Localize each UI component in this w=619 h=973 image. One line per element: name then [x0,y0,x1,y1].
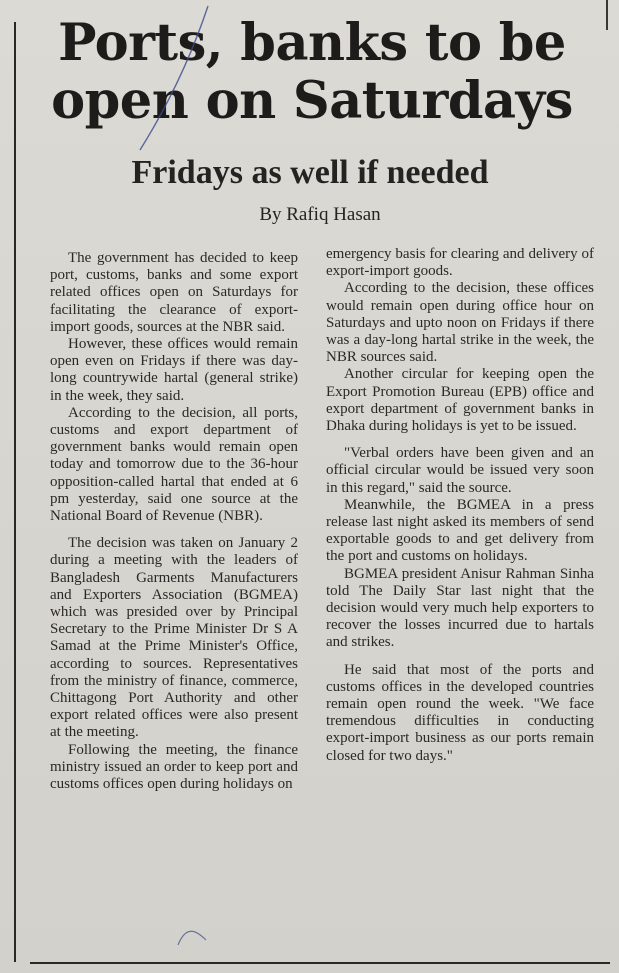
paragraph: BGMEA president Anisur Rahman Sinha told The Daily Star last night that the decision would very much help exporters to recover the losses incurred due to hartals and strikes. [326,565,594,651]
paragraph: Another circular for keeping open the Export Promotion Bureau (EPB) office and export department of government banks in Dhaka during holidays is yet to be issued. [326,366,594,435]
article-column-left [50,250,298,793]
byline: By Rafiq Hasan [259,204,381,225]
article-column-right [326,246,594,765]
paragraph: According to the decision, these offices would remain open during office hour on Saturdays and upto noon on Fridays if there was a day-long hartal strike in the week, the NBR sources said. [326,280,594,366]
paragraph: He said that most of the ports and customs offices in the developed countries remain open round the week. "We face tremendous difficulties in conducting export-import business as our ports remain closed for two days." [326,661,594,764]
paragraph: Meanwhile, the BGMEA in a press release last night asked its members of send exportable goods to and get delivery from the port and customs on holidays. [326,496,594,565]
paragraph: emergency basis for clearing and delivery of export-import goods. [326,246,594,280]
bottom-rule [30,962,610,964]
left-column-rule [14,22,16,962]
paragraph: The decision was taken on January 2 during a meeting with the leaders of Bangladesh Garments Manufacturers and Exporters Association (BGMEA) which was presided over by Principal Secretary to the Prime Minister Dr S A Samad at the Prime Minister's Office, according to sources. Representatives from the ministry of finance, commerce, Chittagong Port Authority and other export related offices were also present at the meeting. [50,535,298,741]
headline: Ports, banks to be open on Saturdays [51,13,573,131]
subheadline: Fridays as well if needed [131,154,489,191]
paragraph: According to the decision, all ports, customs and export department of government banks would remain open today and tomorrow due to the 36-hour opposition-called hartal that ended at 6 pm yesterday, said one source at the National Board of Revenue (NBR). [50,404,298,525]
paragraph: The government has decided to keep port, customs, banks and some export related offices open on Saturdays for facilitating the clearance of export-import goods, sources at the NBR said. [50,250,298,335]
paragraph: However, these offices would remain open even on Fridays if there was day-long countrywide hartal (general strike) in the week, they said. [50,336,298,404]
paragraph: Following the meeting, the finance ministry issued an order to keep port and customs offices open during holidays on [50,741,298,793]
paragraph: "Verbal orders have been given and an official circular would be issued very soon in this regard," said the source. [326,445,594,496]
top-right-rule [606,0,608,30]
